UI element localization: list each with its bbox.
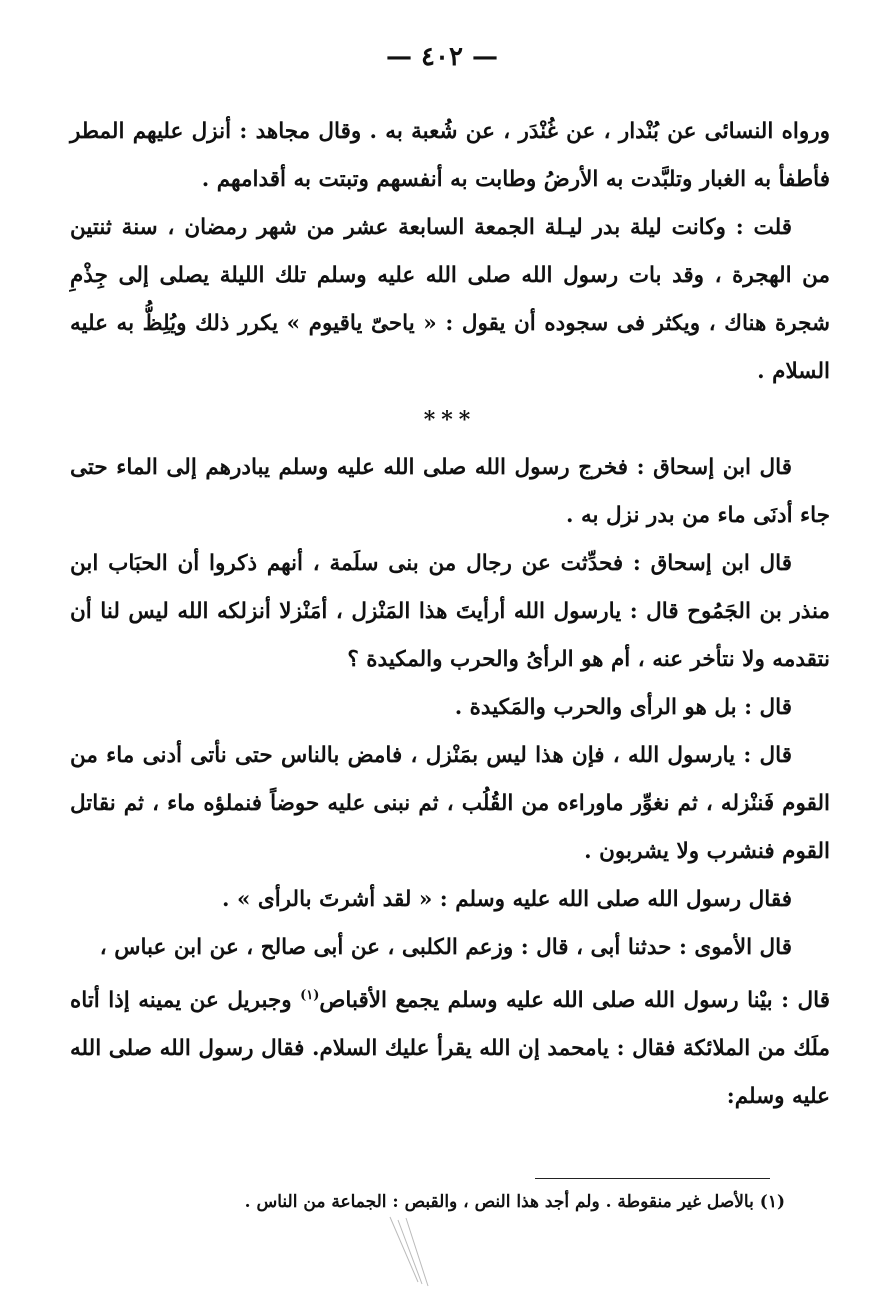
pencil-mark-scribble	[380, 1212, 460, 1292]
paragraph-advice: قال : يارسول الله ، فإن هذا ليس بمَنْزل ، فامض بالناس حتى نأتى أدنى ماء من القوم فَننْزله ، ثم نغوِّر ماوراءه من القُلُب ، ثم نبنى عليه حوضاً فنملؤه ماء ، ثم نقاتل القوم فنشرب ولا يشربون .	[70, 743, 830, 864]
footnote-divider	[535, 1178, 770, 1179]
paragraph-ibn-ishaq-1: قال ابن إسحاق : فخرج رسول الله صلى الله عليه وسلم يبادرهم إلى الماء حتى جاء أدنَى ماء من بدر نزل به .	[70, 455, 830, 528]
paragraph-jibril-part2: وجبريل عن يمينه إذا أتاه ملَك من الملائكة فقال : يامحمد إن الله يقرأ عليك السلام. فقال رسول الله صلى الله عليه وسلم:	[70, 988, 830, 1110]
body-text	[70, 108, 830, 1121]
paragraph-prophet-response: فقال رسول الله صلى الله عليه وسلم : « لقد أشرتَ بالرأى » .	[221, 887, 792, 912]
paragraph-isnad: ورواه النسائى عن بُنْدار ، عن غُنْدَر ، عن شُعبة به . وقال مجاهد : أنزل عليهم المطر فأطفأ به الغبار وتلبَّدت به الأرضُ وطابت به أنفسهم وتبتت به أقدامهم .	[70, 119, 830, 192]
paragraph-umawi: قال الأموى : حدثنا أبى ، قال : وزعم الكلبى ، عن أبى صالح ، عن ابن عباس ،	[99, 935, 792, 960]
paragraph-reply: قال : بل هو الرأى والحرب والمَكيدة .	[454, 695, 792, 720]
paragraph-jibril	[70, 972, 830, 1121]
page-number-header: — ٤٠٢ —	[385, 42, 499, 72]
paragraph-ibn-ishaq-2: قال ابن إسحاق : فحدِّثت عن رجال من بنى سلَمة ، أنهم ذكروا أن الحبَاب ابن منذر بن الجَمُوح قال : يارسول الله أرأيتَ هذا المَنْزل ، أمَنْزلا أنزلكه الله ليس لنا أن نتقدمه ولا نتأخر عنه ، أم هو الرأىُ والحرب والمكيدة ؟	[70, 551, 830, 672]
footnote: (١) بالأصل غير منقوطة . ولم أجد هذا النص ، والقبص : الجماعة من الناس .	[244, 1192, 785, 1212]
footnote-marker: (١)	[300, 988, 320, 1003]
paragraph-night-of-badr: قلت : وكانت ليلة بدر ليـلة الجمعة السابعة عشر من شهر رمضان ، سنة ثنتين من الهجرة ، وقد بات رسول الله صلى الله عليه وسلم تلك الليلة يصلى إلى جِذْمِ شجرة هناك ، ويكثر فى سجوده أن يقول : « ياحىّ ياقيوم » يكرر ذلك ويُلِظُّ به عليه السلام .	[70, 215, 830, 384]
section-separator: ***	[423, 407, 477, 433]
paragraph-jibril-part1: قال : بيْنا رسول الله صلى الله عليه وسلم يجمع الأقباص	[319, 988, 830, 1014]
